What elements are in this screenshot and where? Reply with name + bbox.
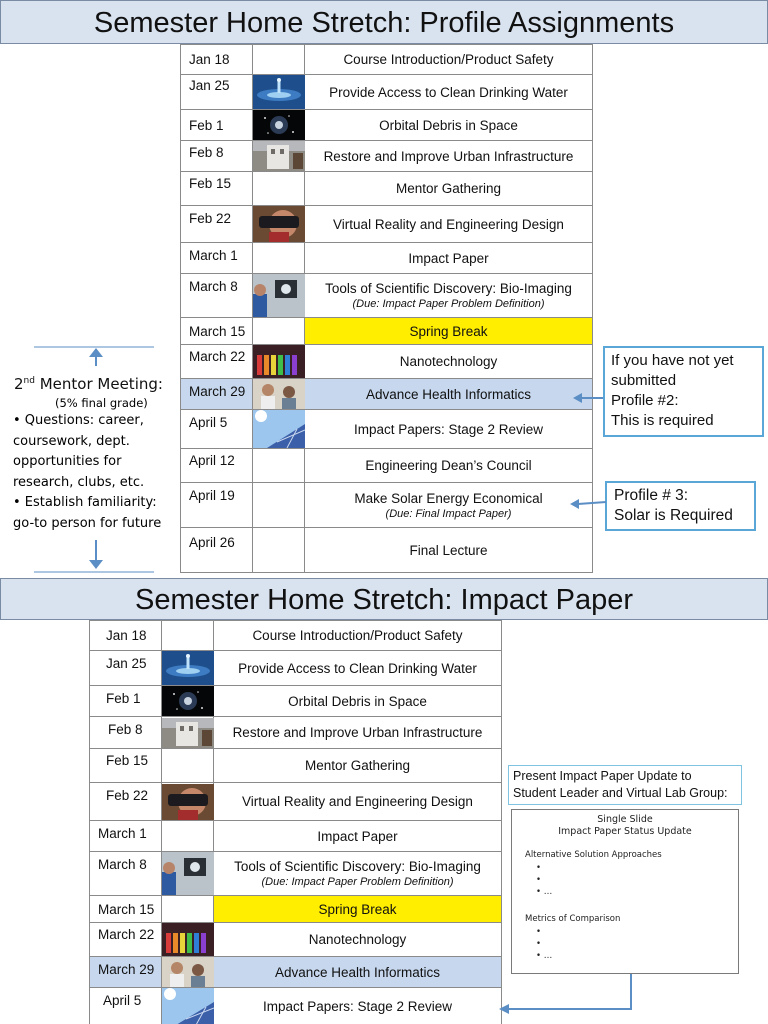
row-image-cell — [162, 749, 214, 783]
row-image-cell — [253, 75, 305, 110]
table-row — [90, 821, 502, 852]
orbital-debris-photo-icon — [253, 110, 304, 140]
vr-headset-photo-icon — [253, 206, 304, 242]
nanotech-vials-photo-icon — [253, 345, 304, 378]
slide-bullet: • — [536, 875, 542, 885]
row-topic: Nanotechnology — [214, 923, 502, 957]
row-image-cell — [253, 45, 305, 75]
slide-bullet: • … — [536, 951, 553, 961]
connector-arrow-icon — [499, 972, 635, 1018]
table-row — [181, 75, 593, 110]
status-slide-preview — [511, 809, 739, 974]
slide-section-heading: Metrics of Comparison — [525, 914, 621, 924]
row-date: March 29 — [90, 957, 162, 988]
row-topic: Impact Papers: Stage 2 Review — [214, 988, 502, 1024]
solar-panel-photo-icon — [162, 988, 213, 1024]
row-due-note: (Due: Final Impact Paper) — [385, 507, 512, 520]
row-topic: Course Introduction/Product Safety — [214, 621, 502, 651]
row-topic — [305, 483, 593, 528]
row-image-cell — [253, 274, 305, 318]
mentor-meeting-title: 2nd Mentor Meeting: — [14, 375, 163, 393]
slide-bullet: • — [536, 927, 542, 937]
row-due-note: (Due: Impact Paper Problem Definition) — [352, 298, 545, 310]
row-date: April 26 — [181, 528, 253, 573]
row-topic: Impact Paper — [214, 821, 502, 852]
callout-line: Profile #2: — [611, 392, 679, 409]
row-image-cell — [253, 206, 305, 243]
row-topic: Course Introduction/Product Safety — [305, 45, 593, 75]
row-topic: Provide Access to Clean Drinking Water — [305, 75, 593, 110]
table-row — [181, 345, 593, 379]
table-row — [181, 449, 593, 483]
row-date: Jan 18 — [90, 621, 162, 651]
slide-bullet: • — [536, 863, 542, 873]
row-topic: Mentor Gathering — [214, 749, 502, 783]
row-image-cell — [253, 449, 305, 483]
row-topic-main: Tools of Scientific Discovery: Bio-Imaging — [234, 859, 481, 874]
row-topic: Virtual Reality and Engineering Design — [305, 206, 593, 243]
section2-title: Semester Home Stretch: Impact Paper — [0, 578, 768, 620]
row-image-cell — [162, 651, 214, 686]
row-image-cell — [253, 345, 305, 379]
urban-building-photo-icon — [162, 718, 213, 748]
row-topic: Virtual Reality and Engineering Design — [214, 783, 502, 821]
section1-title: Semester Home Stretch: Profile Assignments — [0, 0, 768, 44]
slide-bullet: • — [536, 939, 542, 949]
row-date: Jan 25 — [181, 75, 253, 110]
left-arrow-icon — [570, 497, 606, 511]
table-row — [90, 686, 502, 717]
row-topic: Nanotechnology — [305, 345, 593, 379]
callout-line: This is required — [611, 412, 714, 429]
row-image-cell — [253, 318, 305, 345]
down-arrow-icon — [34, 538, 154, 574]
row-date: March 8 — [90, 852, 162, 896]
row-date: April 12 — [181, 449, 253, 483]
table-row — [181, 379, 593, 410]
row-topic: Restore and Improve Urban Infrastructure — [214, 717, 502, 749]
solar-panel-photo-icon — [253, 410, 304, 448]
row-date: March 22 — [181, 345, 253, 379]
mentor-note-line: coursework, dept. — [13, 433, 130, 449]
mentor-note-line: • Questions: career, — [13, 413, 144, 428]
table-row — [90, 852, 502, 896]
bio-imaging-photo-icon — [162, 852, 213, 895]
profile-3-callout — [605, 481, 756, 531]
row-date: March 15 — [181, 318, 253, 345]
row-topic: Final Lecture — [305, 528, 593, 573]
left-arrow-icon — [573, 391, 603, 405]
mentor-note-line: research, clubs, etc. — [13, 474, 145, 490]
row-image-cell — [162, 852, 214, 896]
table-row — [181, 318, 593, 345]
table-row — [181, 243, 593, 274]
table-row — [181, 528, 593, 573]
row-date: April 19 — [181, 483, 253, 528]
table-row — [90, 923, 502, 957]
row-image-cell — [253, 110, 305, 141]
bio-imaging-photo-icon — [253, 274, 304, 317]
row-image-cell — [162, 896, 214, 923]
row-topic — [214, 852, 502, 896]
table-row — [181, 141, 593, 172]
row-date: Feb 8 — [90, 717, 162, 749]
row-topic: Orbital Debris in Space — [305, 110, 593, 141]
row-topic: Advance Health Informatics — [214, 957, 502, 988]
row-date: April 5 — [181, 410, 253, 449]
slide-bullet: • … — [536, 887, 553, 897]
table-row — [90, 651, 502, 686]
slide-title — [512, 814, 738, 838]
health-informatics-photo-icon — [253, 379, 304, 409]
row-image-cell — [253, 410, 305, 449]
row-image-cell — [162, 923, 214, 957]
row-image-cell — [162, 621, 214, 651]
row-date: Feb 22 — [90, 783, 162, 821]
row-image-cell — [162, 717, 214, 749]
slide-bullet-list — [536, 926, 738, 962]
row-image-cell — [253, 528, 305, 573]
water-drop-photo-icon — [162, 651, 213, 685]
mentor-note-line: • Establish familiarity: — [13, 495, 157, 510]
slide-title-line: Impact Paper Status Update — [558, 826, 692, 837]
row-image-cell — [253, 172, 305, 206]
row-date: April 5 — [90, 988, 162, 1024]
table-row — [90, 749, 502, 783]
row-image-cell — [253, 141, 305, 172]
row-image-cell — [253, 243, 305, 274]
row-due-note: (Due: Impact Paper Problem Definition) — [261, 876, 454, 888]
row-date: March 1 — [181, 243, 253, 274]
callout-line: If you have not yet — [611, 352, 734, 369]
callout-line: Solar is Required — [614, 507, 733, 524]
row-topic: Mentor Gathering — [305, 172, 593, 206]
urban-building-photo-icon — [253, 141, 304, 171]
profile-schedule-table — [180, 44, 593, 573]
row-image-cell — [162, 686, 214, 717]
row-date: Feb 15 — [90, 749, 162, 783]
update-label-line: Student Leader and Virtual Lab Group: — [513, 786, 728, 800]
water-drop-photo-icon — [253, 75, 304, 109]
row-topic-main: Make Solar Energy Economical — [354, 490, 543, 506]
row-image-cell — [162, 783, 214, 821]
update-label-line: Present Impact Paper Update to — [513, 769, 692, 783]
row-date: March 1 — [90, 821, 162, 852]
row-topic — [305, 274, 593, 318]
impact-update-instructions — [508, 765, 742, 805]
table-row — [90, 717, 502, 749]
orbital-debris-photo-icon — [162, 686, 213, 716]
slide-title-line: Single Slide — [597, 814, 653, 825]
table-row — [90, 621, 502, 651]
row-topic: Spring Break — [214, 896, 502, 923]
row-date: March 8 — [181, 274, 253, 318]
row-date: Feb 8 — [181, 141, 253, 172]
vr-headset-photo-icon — [162, 784, 213, 820]
table-row — [181, 483, 593, 528]
table-row — [181, 172, 593, 206]
row-topic: Impact Paper — [305, 243, 593, 274]
slide-section-heading: Alternative Solution Approaches — [525, 850, 662, 860]
row-date: Feb 15 — [181, 172, 253, 206]
row-topic: Spring Break — [305, 318, 593, 345]
up-arrow-icon — [34, 344, 154, 368]
mentor-note-line: opportunities for — [13, 454, 122, 469]
row-image-cell — [253, 483, 305, 528]
row-image-cell — [162, 988, 214, 1024]
profile-2-callout — [603, 346, 764, 437]
slide-bullet-list — [536, 862, 738, 898]
row-date: Jan 25 — [90, 651, 162, 686]
row-topic: Impact Papers: Stage 2 Review — [305, 410, 593, 449]
table-row — [181, 206, 593, 243]
row-date: Jan 18 — [181, 45, 253, 75]
table-row — [90, 988, 502, 1024]
row-topic: Engineering Dean’s Council — [305, 449, 593, 483]
row-date: March 15 — [90, 896, 162, 923]
row-image-cell — [162, 821, 214, 852]
row-topic: Advance Health Informatics — [305, 379, 593, 410]
row-topic: Provide Access to Clean Drinking Water — [214, 651, 502, 686]
callout-line: Profile # 3: — [614, 487, 689, 504]
table-row — [181, 110, 593, 141]
mentor-meeting-note — [8, 372, 180, 534]
mentor-grade-weight: (5% final grade) — [55, 396, 148, 410]
health-informatics-photo-icon — [162, 957, 213, 987]
nanotech-vials-photo-icon — [162, 923, 213, 956]
row-topic: Orbital Debris in Space — [214, 686, 502, 717]
row-topic-main: Tools of Scientific Discovery: Bio-Imaging — [325, 281, 572, 296]
row-topic: Restore and Improve Urban Infrastructure — [305, 141, 593, 172]
table-row — [181, 410, 593, 449]
row-date: Feb 1 — [181, 110, 253, 141]
row-image-cell — [253, 379, 305, 410]
row-date: March 22 — [90, 923, 162, 957]
table-row — [90, 896, 502, 923]
mentor-note-line: go-to person for future — [13, 515, 162, 531]
table-row — [181, 45, 593, 75]
callout-line: submitted — [611, 372, 677, 389]
table-row — [181, 274, 593, 318]
table-row — [90, 957, 502, 988]
row-date: Feb 1 — [90, 686, 162, 717]
table-row — [90, 783, 502, 821]
row-date: March 29 — [181, 379, 253, 410]
row-date: Feb 22 — [181, 206, 253, 243]
impact-paper-schedule-table — [89, 620, 502, 1024]
row-image-cell — [162, 957, 214, 988]
